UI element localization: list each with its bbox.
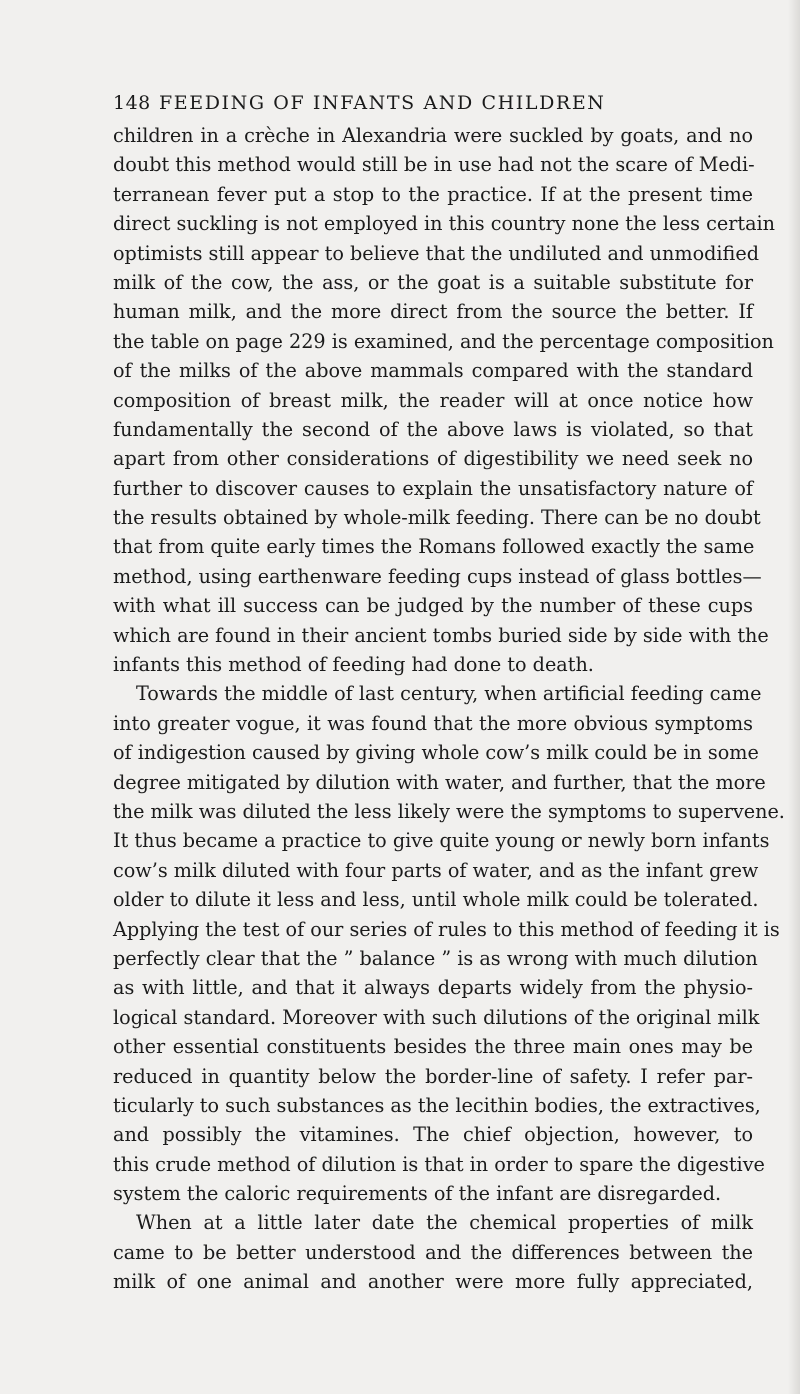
text-line: Towards the middle of last century, when artificial feeding came [136, 682, 762, 706]
text-line: When at a little later date the chemical properties of milk [136, 1211, 753, 1235]
text-line: fundamentally the second of the above laws is violated, so that [113, 417, 753, 441]
text-line: logical standard. Moreover with such dilutions of the original milk [113, 1005, 760, 1029]
running-head: FEEDING OF INFANTS AND CHILDREN [159, 92, 606, 114]
text-line: cow’s milk diluted with four parts of water, and as the infant grew [113, 858, 759, 882]
text-line: system the caloric requirements of the infant are disregarded. [113, 1182, 722, 1206]
text-line: the results obtained by whole-milk feeding. There can be no doubt [113, 506, 761, 530]
page-edge-shadow [788, 0, 800, 1394]
text-line: the table on page 229 is examined, and the percentage composition [113, 329, 774, 353]
paragraph [113, 121, 776, 679]
text-line: the milk was diluted the less likely were the symptoms to supervene. [113, 799, 785, 823]
text-line: milk of the cow, the ass, or the goat is a suitable substitute for [113, 270, 753, 294]
text-line: perfectly clear that the ” balance ” is as wrong with much dilution [113, 946, 758, 970]
page-header [113, 92, 753, 120]
text-line: infants this method of feeding had done to death. [113, 653, 594, 677]
text-line: milk of one animal and another were more fully appreciated, [113, 1270, 753, 1294]
text-line: of the milks of the above mammals compared with the standard [113, 359, 753, 383]
paragraph [113, 1208, 753, 1296]
text-line: Applying the test of our series of rules to this method of feeding it is [113, 917, 780, 941]
text-line: reduced in quantity below the border-line of safety. I refer par- [113, 1064, 753, 1088]
text-line: terranean fever put a stop to the practice. If at the present time [113, 182, 753, 206]
text-line: older to dilute it less and less, until whole milk could be tolerated. [113, 888, 759, 912]
text-line: as with little, and that it always departs widely from the physio- [113, 976, 753, 1000]
text-line: and possibly the vitamines. The chief objection, however, to [113, 1123, 753, 1147]
text-line: came to be better understood and the differences between the [113, 1240, 753, 1264]
text-line: It thus became a practice to give quite young or newly born infants [113, 829, 770, 853]
text-line: apart from other considerations of digestibility we need seek no [113, 447, 753, 471]
text-line: direct suckling is not employed in this country none the less certain [113, 212, 776, 236]
text-line: optimists still appear to believe that the undiluted and unmodified [113, 241, 759, 265]
text-line: of indigestion caused by giving whole cow’s milk could be in some [113, 741, 759, 765]
body-text [113, 121, 785, 1297]
text-line: ticularly to such substances as the lecithin bodies, the extractives, [113, 1093, 761, 1117]
text-line: that from quite early times the Romans followed exactly the same [113, 535, 755, 559]
text-line: human milk, and the more direct from the source the better. If [113, 300, 753, 324]
text-line: children in a crèche in Alexandria were suckled by goats, and no [113, 124, 753, 147]
text-line: which are found in their ancient tombs buried side by side with the [113, 623, 769, 647]
text-line: this crude method of dilution is that in order to spare the digestive [113, 1152, 765, 1176]
text-line: further to discover causes to explain the unsatisfactory nature of [113, 476, 753, 500]
text-line: into greater vogue, it was found that the more obvious symptoms [113, 711, 753, 735]
text-line: composition of breast milk, the reader will at once notice how [113, 388, 753, 412]
paragraph [113, 679, 785, 1208]
text-line: other essential constituents besides the three main ones may be [113, 1035, 753, 1059]
page-number: 148 [113, 92, 151, 114]
text-line: doubt this method would still be in use had not the scare of Medi- [113, 153, 755, 177]
text-line: degree mitigated by dilution with water, and further, that the more [113, 770, 766, 794]
text-line: with what ill success can be judged by the number of these cups [113, 594, 753, 618]
text-line: method, using earthenware feeding cups instead of glass bottles— [113, 564, 762, 588]
